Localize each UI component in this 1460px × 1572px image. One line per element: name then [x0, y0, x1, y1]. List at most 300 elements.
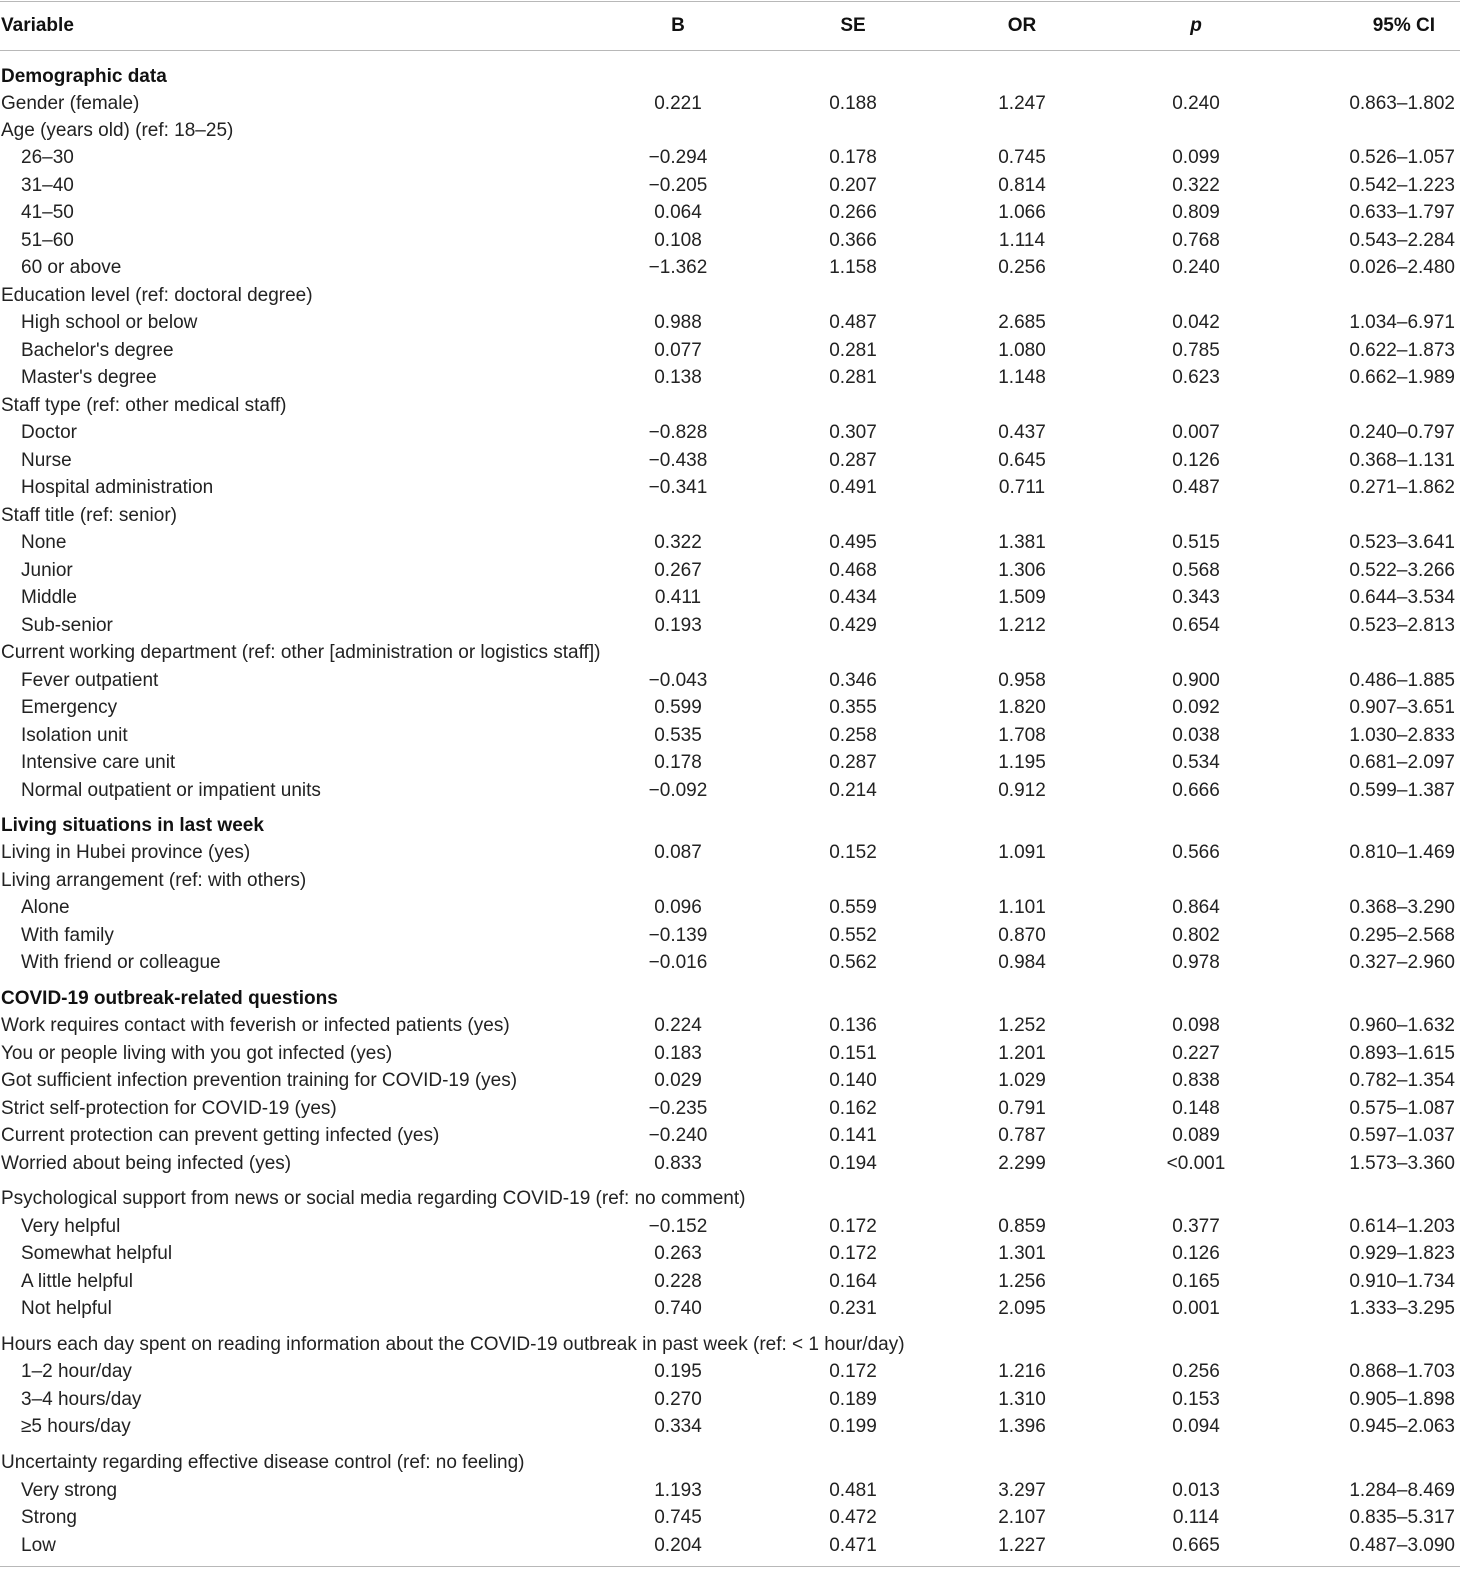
variable-cell: Staff type (ref: other medical staff): [1, 395, 287, 416]
se-cell: 0.178: [829, 147, 877, 168]
se-cell: 0.199: [829, 1416, 877, 1437]
header-p: p: [1190, 15, 1202, 36]
ci-cell: 0.599–1.387: [1349, 780, 1455, 801]
b-cell: 0.745: [654, 1507, 702, 1528]
section-heading-row: [0, 985, 1460, 1012]
variable-cell: 1–2 hour/day: [21, 1361, 132, 1382]
b-cell: 0.322: [654, 532, 702, 553]
p-cell: 0.256: [1172, 1361, 1220, 1382]
p-cell: 0.343: [1172, 587, 1220, 608]
variable-cell: You or people living with you got infected (yes): [1, 1043, 393, 1064]
ci-cell: 0.622–1.873: [1349, 340, 1455, 361]
variable-cell: Alone: [21, 897, 70, 918]
table-row: [0, 199, 1460, 226]
group-label-row: [0, 1449, 1460, 1476]
variable-cell: 26–30: [21, 147, 74, 168]
se-cell: 0.266: [829, 202, 877, 223]
b-cell: 0.096: [654, 897, 702, 918]
se-cell: 0.429: [829, 615, 877, 636]
se-cell: 0.468: [829, 560, 877, 581]
p-cell: 0.153: [1172, 1389, 1220, 1410]
variable-cell: A little helpful: [21, 1271, 133, 1292]
table-row: [0, 584, 1460, 611]
table-row: [0, 1240, 1460, 1267]
table-row: [0, 749, 1460, 776]
se-cell: 0.188: [829, 93, 877, 114]
p-cell: 0.092: [1172, 697, 1220, 718]
table-row: [0, 227, 1460, 254]
variable-cell: Worried about being infected (yes): [1, 1153, 292, 1174]
p-cell: 0.148: [1172, 1098, 1220, 1119]
p-cell: 0.534: [1172, 752, 1220, 773]
ci-cell: 0.295–2.568: [1349, 925, 1455, 946]
or-cell: 1.301: [998, 1243, 1046, 1264]
ci-cell: 0.681–2.097: [1349, 752, 1455, 773]
p-cell: 0.487: [1172, 477, 1220, 498]
se-cell: 0.346: [829, 670, 877, 691]
se-cell: 0.434: [829, 587, 877, 608]
b-cell: 0.740: [654, 1298, 702, 1319]
ci-cell: 0.810–1.469: [1349, 842, 1455, 863]
variable-cell: Very strong: [21, 1480, 118, 1501]
se-cell: 0.172: [829, 1216, 877, 1237]
p-cell: 0.654: [1172, 615, 1220, 636]
b-cell: −0.152: [648, 1216, 708, 1237]
table-header-row: [0, 0, 1460, 52]
group-label-row: [0, 502, 1460, 529]
or-cell: 2.685: [998, 312, 1046, 333]
or-cell: 0.256: [998, 257, 1046, 278]
variable-cell: Psychological support from news or social media regarding COVID-19 (ref: no comment): [1, 1188, 746, 1209]
se-cell: 0.151: [829, 1043, 877, 1064]
header-ci: 95% CI: [1372, 15, 1435, 36]
variable-cell: Strict self-protection for COVID-19 (yes): [1, 1098, 337, 1119]
p-cell: 0.038: [1172, 725, 1220, 746]
variable-cell: Somewhat helpful: [21, 1243, 173, 1264]
variable-cell: Normal outpatient or impatient units: [21, 780, 321, 801]
header-or: OR: [1007, 15, 1037, 36]
p-cell: 0.098: [1172, 1015, 1220, 1036]
variable-cell: Living arrangement (ref: with others): [1, 870, 307, 891]
b-cell: 0.193: [654, 615, 702, 636]
ci-cell: 0.522–3.266: [1349, 560, 1455, 581]
variable-cell: Sub-senior: [21, 615, 113, 636]
or-cell: 1.201: [998, 1043, 1046, 1064]
se-cell: 0.281: [829, 340, 877, 361]
table-row: [0, 474, 1460, 501]
ci-cell: 0.633–1.797: [1349, 202, 1455, 223]
or-cell: 1.310: [998, 1389, 1046, 1410]
variable-cell: Middle: [21, 587, 77, 608]
ci-cell: 0.368–1.131: [1349, 450, 1455, 471]
table-row: [0, 529, 1460, 556]
table-row: [0, 949, 1460, 976]
variable-cell: Doctor: [21, 422, 77, 443]
or-cell: 1.195: [998, 752, 1046, 773]
variable-cell: 51–60: [21, 230, 74, 251]
variable-cell: 60 or above: [21, 257, 122, 278]
ci-cell: 0.327–2.960: [1349, 952, 1455, 973]
p-cell: 0.377: [1172, 1216, 1220, 1237]
p-cell: 0.089: [1172, 1125, 1220, 1146]
p-cell: <0.001: [1166, 1153, 1226, 1174]
variable-cell: ≥5 hours/day: [21, 1416, 131, 1437]
table-row: [0, 667, 1460, 694]
or-cell: 2.107: [998, 1507, 1046, 1528]
variable-cell: Fever outpatient: [21, 670, 159, 691]
or-cell: 1.256: [998, 1271, 1046, 1292]
p-cell: 0.042: [1172, 312, 1220, 333]
p-cell: 0.864: [1172, 897, 1220, 918]
p-cell: 0.568: [1172, 560, 1220, 581]
se-cell: 0.214: [829, 780, 877, 801]
se-cell: 0.258: [829, 725, 877, 746]
p-cell: 0.099: [1172, 147, 1220, 168]
se-cell: 0.562: [829, 952, 877, 973]
b-cell: −0.092: [648, 780, 708, 801]
group-label-row: [0, 392, 1460, 419]
or-cell: 0.958: [998, 670, 1046, 691]
b-cell: −0.828: [648, 422, 708, 443]
se-cell: 0.152: [829, 842, 877, 863]
or-cell: 1.306: [998, 560, 1046, 581]
ci-cell: 0.368–3.290: [1349, 897, 1455, 918]
ci-cell: 0.960–1.632: [1349, 1015, 1455, 1036]
ci-cell: 0.893–1.615: [1349, 1043, 1455, 1064]
b-cell: 0.108: [654, 230, 702, 251]
variable-cell: Demographic data: [1, 66, 167, 87]
ci-cell: 0.526–1.057: [1349, 147, 1455, 168]
ci-cell: 0.782–1.354: [1349, 1070, 1455, 1091]
b-cell: 0.535: [654, 725, 702, 746]
variable-cell: Junior: [21, 560, 73, 581]
group-label-row: [0, 117, 1460, 144]
b-cell: 0.221: [654, 93, 702, 114]
table-row: [0, 1358, 1460, 1385]
section-heading-row: [0, 812, 1460, 839]
p-cell: 0.515: [1172, 532, 1220, 553]
ci-cell: 0.487–3.090: [1349, 1535, 1455, 1556]
or-cell: 1.252: [998, 1015, 1046, 1036]
variable-cell: Got sufficient infection prevention training for COVID-19 (yes): [1, 1070, 518, 1091]
p-cell: 0.623: [1172, 367, 1220, 388]
b-cell: 0.138: [654, 367, 702, 388]
se-cell: 0.471: [829, 1535, 877, 1556]
table-row: [0, 722, 1460, 749]
variable-cell: Gender (female): [1, 93, 140, 114]
or-cell: 0.745: [998, 147, 1046, 168]
ci-cell: 0.907–3.651: [1349, 697, 1455, 718]
b-cell: 0.599: [654, 697, 702, 718]
or-cell: 0.859: [998, 1216, 1046, 1237]
b-cell: −1.362: [648, 257, 708, 278]
table-row: [0, 894, 1460, 921]
or-cell: 1.247: [998, 93, 1046, 114]
se-cell: 0.140: [829, 1070, 877, 1091]
b-cell: −0.438: [648, 450, 708, 471]
se-cell: 0.189: [829, 1389, 877, 1410]
p-cell: 0.768: [1172, 230, 1220, 251]
se-cell: 0.281: [829, 367, 877, 388]
b-cell: 0.224: [654, 1015, 702, 1036]
p-cell: 0.007: [1172, 422, 1220, 443]
ci-cell: 0.523–3.641: [1349, 532, 1455, 553]
p-cell: 0.802: [1172, 925, 1220, 946]
table-row: [0, 254, 1460, 281]
p-cell: 0.322: [1172, 175, 1220, 196]
ci-cell: 0.486–1.885: [1349, 670, 1455, 691]
table-row: [0, 1067, 1460, 1094]
variable-cell: Age (years old) (ref: 18–25): [1, 120, 234, 141]
ci-cell: 0.543–2.284: [1349, 230, 1455, 251]
se-cell: 0.172: [829, 1243, 877, 1264]
group-label-row: [0, 1331, 1460, 1358]
or-cell: 1.708: [998, 725, 1046, 746]
p-cell: 0.126: [1172, 450, 1220, 471]
or-cell: 0.787: [998, 1125, 1046, 1146]
group-label-row: [0, 1185, 1460, 1212]
variable-cell: Emergency: [21, 697, 118, 718]
b-cell: −0.294: [648, 147, 708, 168]
group-label-row: [0, 639, 1460, 666]
se-cell: 0.136: [829, 1015, 877, 1036]
variable-cell: 3–4 hours/day: [21, 1389, 142, 1410]
table-row: [0, 777, 1460, 804]
table-row: [0, 1295, 1460, 1322]
se-cell: 0.487: [829, 312, 877, 333]
or-cell: 1.227: [998, 1535, 1046, 1556]
or-cell: 0.912: [998, 780, 1046, 801]
ci-cell: 0.542–1.223: [1349, 175, 1455, 196]
or-cell: 1.066: [998, 202, 1046, 223]
variable-cell: Nurse: [21, 450, 72, 471]
b-cell: 0.077: [654, 340, 702, 361]
se-cell: 0.141: [829, 1125, 877, 1146]
b-cell: 0.334: [654, 1416, 702, 1437]
ci-cell: 1.284–8.469: [1349, 1480, 1455, 1501]
ci-cell: 0.835–5.317: [1349, 1507, 1455, 1528]
or-cell: 1.148: [998, 367, 1046, 388]
se-cell: 0.491: [829, 477, 877, 498]
p-cell: 0.665: [1172, 1535, 1220, 1556]
or-cell: 0.870: [998, 925, 1046, 946]
ci-cell: 0.863–1.802: [1349, 93, 1455, 114]
b-cell: 0.988: [654, 312, 702, 333]
table-row: [0, 922, 1460, 949]
variable-cell: With friend or colleague: [21, 952, 221, 973]
or-cell: 1.029: [998, 1070, 1046, 1091]
p-cell: 0.240: [1172, 93, 1220, 114]
p-cell: 0.666: [1172, 780, 1220, 801]
or-cell: 1.509: [998, 587, 1046, 608]
group-label-row: [0, 282, 1460, 309]
b-cell: −0.016: [648, 952, 708, 973]
or-cell: 2.095: [998, 1298, 1046, 1319]
variable-cell: Not helpful: [21, 1298, 112, 1319]
table-row: [0, 1504, 1460, 1531]
variable-cell: High school or below: [21, 312, 198, 333]
b-cell: 0.178: [654, 752, 702, 773]
variable-cell: Master's degree: [21, 367, 157, 388]
b-cell: −0.139: [648, 925, 708, 946]
table-row: [0, 1095, 1460, 1122]
p-cell: 0.838: [1172, 1070, 1220, 1091]
variable-cell: Staff title (ref: senior): [1, 505, 177, 526]
table-row: [0, 1012, 1460, 1039]
b-cell: 0.833: [654, 1153, 702, 1174]
se-cell: 0.472: [829, 1507, 877, 1528]
or-cell: 0.814: [998, 175, 1046, 196]
se-cell: 0.172: [829, 1361, 877, 1382]
b-cell: −0.341: [648, 477, 708, 498]
or-cell: 1.114: [998, 230, 1046, 251]
variable-cell: Bachelor's degree: [21, 340, 174, 361]
variable-cell: Low: [21, 1535, 56, 1556]
b-cell: −0.235: [648, 1098, 708, 1119]
variable-cell: Education level (ref: doctoral degree): [1, 285, 313, 306]
p-cell: 0.126: [1172, 1243, 1220, 1264]
table-row: [0, 839, 1460, 866]
se-cell: 0.481: [829, 1480, 877, 1501]
variable-cell: Uncertainty regarding effective disease control (ref: no feeling): [1, 1452, 525, 1473]
or-cell: 1.212: [998, 615, 1046, 636]
b-cell: 1.193: [654, 1480, 702, 1501]
variable-cell: Current working department (ref: other [administration or logistics staff]): [1, 642, 601, 663]
se-cell: 0.307: [829, 422, 877, 443]
table-row: [0, 172, 1460, 199]
se-cell: 0.287: [829, 752, 877, 773]
p-cell: 0.114: [1172, 1507, 1220, 1528]
ci-cell: 0.662–1.989: [1349, 367, 1455, 388]
b-cell: −0.205: [648, 175, 708, 196]
ci-cell: 0.945–2.063: [1349, 1416, 1455, 1437]
or-cell: 1.396: [998, 1416, 1046, 1437]
or-cell: 0.645: [998, 450, 1046, 471]
ci-cell: 0.905–1.898: [1349, 1389, 1455, 1410]
table-row: [0, 1268, 1460, 1295]
variable-cell: 31–40: [21, 175, 74, 196]
b-cell: 0.411: [654, 587, 702, 608]
header-se: SE: [840, 15, 866, 36]
table-row: [0, 1532, 1460, 1559]
table-row: [0, 694, 1460, 721]
variable-cell: None: [21, 532, 67, 553]
b-cell: 0.267: [654, 560, 702, 581]
variable-cell: Work requires contact with feverish or infected patients (yes): [1, 1015, 510, 1036]
or-cell: 0.437: [998, 422, 1046, 443]
p-cell: 0.165: [1172, 1271, 1220, 1292]
table-row: [0, 557, 1460, 584]
se-cell: 0.207: [829, 175, 877, 196]
variable-cell: Very helpful: [21, 1216, 121, 1237]
se-cell: 0.164: [829, 1271, 877, 1292]
b-cell: 0.087: [654, 842, 702, 863]
or-cell: 1.381: [998, 532, 1046, 553]
p-cell: 0.227: [1172, 1043, 1220, 1064]
b-cell: 0.195: [654, 1361, 702, 1382]
or-cell: 2.299: [998, 1153, 1046, 1174]
b-cell: 0.183: [654, 1043, 702, 1064]
table-row: [0, 1122, 1460, 1149]
se-cell: 1.158: [829, 257, 877, 278]
se-cell: 0.194: [829, 1153, 877, 1174]
ci-cell: 1.333–3.295: [1349, 1298, 1455, 1319]
or-cell: 1.101: [998, 897, 1046, 918]
table-row: [0, 1213, 1460, 1240]
table-row: [0, 364, 1460, 391]
variable-cell: Strong: [21, 1507, 77, 1528]
p-cell: 0.001: [1172, 1298, 1220, 1319]
variable-cell: Hours each day spent on reading information about the COVID-19 outbreak in past week (ref: < 1 hour/day): [1, 1334, 905, 1355]
p-cell: 0.240: [1172, 257, 1220, 278]
ci-cell: 0.271–1.862: [1349, 477, 1455, 498]
p-cell: 0.809: [1172, 202, 1220, 223]
b-cell: 0.228: [654, 1271, 702, 1292]
p-cell: 0.785: [1172, 340, 1220, 361]
or-cell: 1.080: [998, 340, 1046, 361]
or-cell: 0.711: [998, 477, 1046, 498]
table-row: [0, 1040, 1460, 1067]
se-cell: 0.287: [829, 450, 877, 471]
b-cell: 0.270: [654, 1389, 702, 1410]
table-row: [0, 1150, 1460, 1177]
ci-cell: 0.910–1.734: [1349, 1271, 1455, 1292]
or-cell: 1.091: [998, 842, 1046, 863]
ci-cell: 0.644–3.534: [1349, 587, 1455, 608]
table-row: [0, 337, 1460, 364]
ci-cell: 0.026–2.480: [1349, 257, 1455, 278]
b-cell: 0.263: [654, 1243, 702, 1264]
b-cell: 0.029: [654, 1070, 702, 1091]
variable-cell: Hospital administration: [21, 477, 214, 498]
or-cell: 0.791: [998, 1098, 1046, 1119]
b-cell: −0.240: [648, 1125, 708, 1146]
or-cell: 0.984: [998, 952, 1046, 973]
b-cell: 0.204: [654, 1535, 702, 1556]
variable-cell: Intensive care unit: [21, 752, 176, 773]
variable-cell: 41–50: [21, 202, 74, 223]
table-row: [0, 1413, 1460, 1440]
table-row: [0, 1477, 1460, 1504]
ci-cell: 1.034–6.971: [1349, 312, 1455, 333]
se-cell: 0.495: [829, 532, 877, 553]
p-cell: 0.013: [1172, 1480, 1220, 1501]
ci-cell: 1.030–2.833: [1349, 725, 1455, 746]
header-rule: [0, 50, 1460, 51]
section-heading-row: [0, 63, 1460, 90]
table-row: [0, 90, 1460, 117]
table-row: [0, 144, 1460, 171]
se-cell: 0.162: [829, 1098, 877, 1119]
se-cell: 0.231: [829, 1298, 877, 1319]
variable-cell: Current protection can prevent getting infected (yes): [1, 1125, 440, 1146]
ci-cell: 1.573–3.360: [1349, 1153, 1455, 1174]
table-row: [0, 1386, 1460, 1413]
ci-cell: 0.523–2.813: [1349, 615, 1455, 636]
table-row: [0, 612, 1460, 639]
p-cell: 0.094: [1172, 1416, 1220, 1437]
variable-cell: Living in Hubei province (yes): [1, 842, 251, 863]
ci-cell: 0.575–1.087: [1349, 1098, 1455, 1119]
table-bottom-rule: [0, 1566, 1460, 1567]
or-cell: 1.820: [998, 697, 1046, 718]
ci-cell: 0.868–1.703: [1349, 1361, 1455, 1382]
group-label-row: [0, 867, 1460, 894]
table-row: [0, 447, 1460, 474]
p-cell: 0.978: [1172, 952, 1220, 973]
ci-cell: 0.240–0.797: [1349, 422, 1455, 443]
se-cell: 0.355: [829, 697, 877, 718]
